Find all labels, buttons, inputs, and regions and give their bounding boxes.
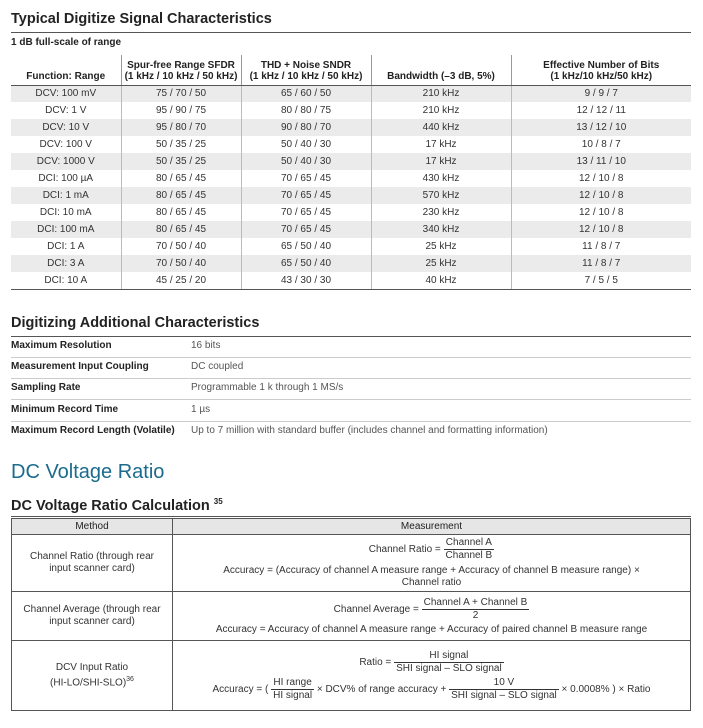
- method-column-header: Method: [12, 519, 173, 535]
- dcv-ratio-fraction: [394, 650, 504, 675]
- table-cell: 70 / 65 / 45: [241, 187, 371, 204]
- dcv-input-ratio-terminals: (HI-LO/SHI-SLO): [50, 677, 127, 689]
- table-cell: 95 / 90 / 75: [121, 102, 241, 119]
- spec-key: Maximum Resolution: [11, 340, 112, 351]
- table-cell: 90 / 80 / 70: [241, 119, 371, 136]
- channel-ratio-accuracy-cont: Channel ratio: [401, 577, 462, 588]
- dcv-input-ratio-footnote: 36: [126, 675, 134, 683]
- column-header-line: Function: Range: [26, 71, 106, 82]
- function-range-cell: DCI: 100 µA: [38, 173, 94, 184]
- spec-value: Programmable 1 k through 1 MS/s: [191, 382, 344, 393]
- function-range-cell: DCV: 100 mV: [11, 85, 121, 102]
- dc-voltage-ratio-heading: DC Voltage Ratio: [11, 461, 165, 483]
- dcv-input-ratio-row: [12, 641, 691, 711]
- fraction-numerator: HI signal: [394, 650, 504, 663]
- spec-row: [11, 340, 691, 354]
- channel-ratio-measurement: [173, 535, 691, 592]
- column-header-line: (1 kHz / 10 kHz / 50 kHz): [124, 71, 238, 82]
- dcv-accuracy-formula: [179, 677, 684, 702]
- column-header-line: Bandwidth (–3 dB, 5%): [387, 71, 495, 82]
- spec-divider: [11, 378, 691, 379]
- column-header: [11, 55, 121, 85]
- table-cell: 440 kHz: [371, 119, 511, 136]
- table-cell: 12 / 10 / 8: [511, 170, 691, 187]
- spec-divider: [11, 421, 691, 422]
- ratio-calc-rule: [11, 516, 691, 517]
- table-row: [11, 204, 691, 221]
- spec-row: [11, 425, 691, 439]
- table-cell: 210 kHz: [371, 85, 511, 102]
- fraction-numerator: Channel A + Channel B: [423, 596, 528, 608]
- table-cell: 430 kHz: [371, 170, 511, 187]
- table-row: [11, 255, 691, 272]
- spec-divider: [11, 357, 691, 358]
- table-cell: 40 kHz: [371, 272, 511, 289]
- measurement-column-header: Measurement: [173, 519, 691, 535]
- dcv-accuracy-suffix: × 0.0008% ) × Ratio: [561, 683, 651, 695]
- fraction-denominator: SHI signal – SLO signal: [396, 662, 502, 674]
- table-cell: 13 / 11 / 10: [511, 153, 691, 170]
- function-range-cell: DCV: 1000 V: [11, 153, 121, 170]
- signal-characteristics-table: [11, 55, 691, 290]
- table-cell: 80 / 65 / 45: [121, 204, 241, 221]
- channel-average-measurement: [173, 592, 691, 641]
- table-cell: 50 / 35 / 25: [121, 136, 241, 153]
- spec-value: 1 µs: [191, 404, 211, 415]
- column-header: [511, 55, 691, 85]
- dcv-input-ratio-label: DCV Input Ratio: [55, 661, 129, 673]
- fraction-denominator: 2: [472, 609, 479, 621]
- column-header-line: Effective Number of Bits: [543, 59, 660, 71]
- table-cell: 9 / 9 / 7: [511, 85, 691, 102]
- spec-row: [11, 361, 691, 375]
- table-cell: 25 kHz: [371, 238, 511, 255]
- ratio-calc-title: [11, 497, 223, 514]
- function-range-cell: DCV: 100 V: [39, 139, 92, 150]
- channel-ratio-fraction: [444, 537, 495, 562]
- ratio-header-row: [12, 519, 691, 535]
- spec-row: [11, 382, 691, 396]
- dcv-accuracy-prefix: Accuracy = (: [212, 683, 269, 695]
- function-range-cell: DCI: 10 A: [11, 272, 121, 289]
- table-row: [11, 170, 691, 187]
- table-cell: 340 kHz: [371, 221, 511, 238]
- table-cell: 70 / 65 / 45: [241, 221, 371, 238]
- table-cell: 10 / 8 / 7: [511, 136, 691, 153]
- table-cell: 80 / 65 / 45: [121, 170, 241, 187]
- table-cell: 7 / 5 / 5: [511, 272, 691, 289]
- table-cell: 12 / 10 / 8: [511, 221, 691, 238]
- table-cell: 70 / 65 / 45: [241, 170, 371, 187]
- table-row: [11, 187, 691, 204]
- table-cell: 65 / 50 / 40: [241, 255, 371, 272]
- table-row: [11, 85, 691, 102]
- dcv-input-ratio-method: [12, 641, 173, 711]
- column-header: [371, 55, 511, 85]
- channel-ratio-method: Channel Ratio (through rear input scanner card): [12, 535, 173, 592]
- dcv-ratio-formula: [179, 650, 684, 675]
- channel-average-method: Channel Average (through rear input scanner card): [12, 592, 173, 641]
- fraction-numerator: HI range: [271, 677, 314, 690]
- dcv-accuracy-fraction-range: [271, 677, 314, 702]
- channel-average-formula: [179, 597, 684, 622]
- table-cell: 12 / 12 / 11: [511, 102, 691, 119]
- table-header-row: [11, 55, 691, 85]
- digitizing-title: Digitizing Additional Characteristics: [11, 315, 260, 331]
- table-cell: 70 / 50 / 40: [121, 255, 241, 272]
- function-range-cell: DCI: 3 A: [11, 255, 121, 272]
- spec-value: DC coupled: [191, 361, 244, 372]
- table-row: [11, 272, 691, 289]
- table-cell: 570 kHz: [371, 187, 511, 204]
- function-range-cell: DCI: 1 mA: [11, 187, 121, 204]
- table-row: [11, 221, 691, 238]
- dcv-ratio-lhs: Ratio =: [359, 656, 392, 668]
- function-range-cell: DCI: 10 mA: [39, 207, 92, 218]
- table-row: [11, 102, 691, 119]
- table-row: [11, 153, 691, 170]
- table-row: [11, 136, 691, 153]
- table-cell: 13 / 12 / 10: [511, 119, 691, 136]
- channel-ratio-row: [12, 535, 691, 592]
- ratio-calc-footnote: 35: [213, 497, 223, 506]
- table-cell: 80 / 80 / 75: [241, 102, 371, 119]
- signal-table-title: Typical Digitize Signal Characteristics: [11, 11, 272, 27]
- spec-value: 16 bits: [191, 340, 221, 351]
- table-cell: 25 kHz: [371, 255, 511, 272]
- channel-average-row: [12, 592, 691, 641]
- table-cell: 230 kHz: [371, 204, 511, 221]
- table-cell: 65 / 50 / 40: [241, 238, 371, 255]
- table-cell: 50 / 40 / 30: [241, 153, 371, 170]
- column-header-line: THD + Noise SNDR: [260, 59, 352, 71]
- table-cell: 43 / 30 / 30: [241, 272, 371, 289]
- function-range-cell: DCV: 10 V: [11, 119, 121, 136]
- spec-key: Minimum Record Time: [11, 404, 119, 415]
- table-cell: 210 kHz: [371, 102, 511, 119]
- table-cell: 50 / 40 / 30: [241, 136, 371, 153]
- spec-key: Sampling Rate: [11, 382, 81, 393]
- table-row: [11, 119, 691, 136]
- column-header-line: (1 kHz/10 kHz/50 kHz): [550, 71, 653, 82]
- dcv-accuracy-fraction-sense: [449, 677, 559, 702]
- column-header-line: Spur-free Range SFDR: [127, 59, 235, 71]
- table-cell: 11 / 8 / 7: [511, 255, 691, 272]
- channel-ratio-accuracy: Accuracy = (Accuracy of channel A measure range + Accuracy of channel B measure range) ×: [223, 565, 640, 576]
- column-header: [121, 55, 241, 85]
- signal-title-rule: [11, 32, 691, 33]
- digitizing-title-rule: [11, 336, 691, 337]
- table-cell: 65 / 60 / 50: [241, 85, 371, 102]
- dcv-input-ratio-measurement: [173, 641, 691, 711]
- channel-ratio-formula: [179, 537, 684, 562]
- table-cell: 75 / 70 / 50: [121, 85, 241, 102]
- spec-value: Up to 7 million with standard buffer (includes channel and formatting information): [191, 425, 548, 436]
- fraction-numerator: 10 V: [449, 677, 559, 690]
- spec-key: Measurement Input Coupling: [11, 361, 149, 372]
- function-range-cell: DCI: 100 mA: [11, 221, 121, 238]
- table-cell: 11 / 8 / 7: [511, 238, 691, 255]
- table-cell: 45 / 25 / 20: [121, 272, 241, 289]
- fraction-numerator: Channel A: [444, 537, 495, 550]
- spec-divider: [11, 399, 691, 400]
- channel-average-lhs: Channel Average =: [333, 603, 419, 615]
- fraction-denominator: HI signal: [273, 689, 313, 701]
- fraction-denominator: SHI signal – SLO signal: [451, 689, 557, 701]
- table-cell: 80 / 65 / 45: [121, 187, 241, 204]
- table-cell: 95 / 80 / 70: [121, 119, 241, 136]
- spec-row: [11, 404, 691, 418]
- dcv-input-ratio-sublabel: [18, 674, 166, 689]
- signal-table-subtitle: 1 dB full-scale of range: [11, 37, 122, 48]
- table-cell: 17 kHz: [371, 136, 511, 153]
- channel-average-accuracy: Accuracy = Accuracy of channel A measure range + Accuracy of paired channel B measure range: [215, 623, 648, 635]
- ratio-calc-title-text: DC Voltage Ratio Calculation: [11, 497, 210, 514]
- table-cell: 70 / 50 / 40: [121, 238, 241, 255]
- table-cell: 70 / 65 / 45: [241, 204, 371, 221]
- dcv-accuracy-middle: × DCV% of range accuracy +: [316, 683, 447, 695]
- channel-ratio-lhs: Channel Ratio =: [368, 544, 441, 556]
- function-range-cell: DCV: 1 V: [45, 105, 87, 116]
- fraction-denominator: Channel B: [445, 550, 493, 561]
- table-row: [11, 238, 691, 255]
- table-cell: 12 / 10 / 8: [511, 187, 691, 204]
- table-body: [11, 85, 691, 289]
- column-header: [241, 55, 371, 85]
- spec-key: Maximum Record Length (Volatile): [11, 425, 175, 436]
- table-cell: 12 / 10 / 8: [511, 204, 691, 221]
- column-header-line: (1 kHz / 10 kHz / 50 kHz): [249, 71, 363, 82]
- table-cell: 80 / 65 / 45: [121, 221, 241, 238]
- ratio-calculation-table: [11, 518, 691, 711]
- table-cell: 17 kHz: [371, 153, 511, 170]
- function-range-cell: DCI: 1 A: [47, 241, 85, 252]
- channel-average-fraction: [422, 597, 530, 622]
- table-cell: 50 / 35 / 25: [121, 153, 241, 170]
